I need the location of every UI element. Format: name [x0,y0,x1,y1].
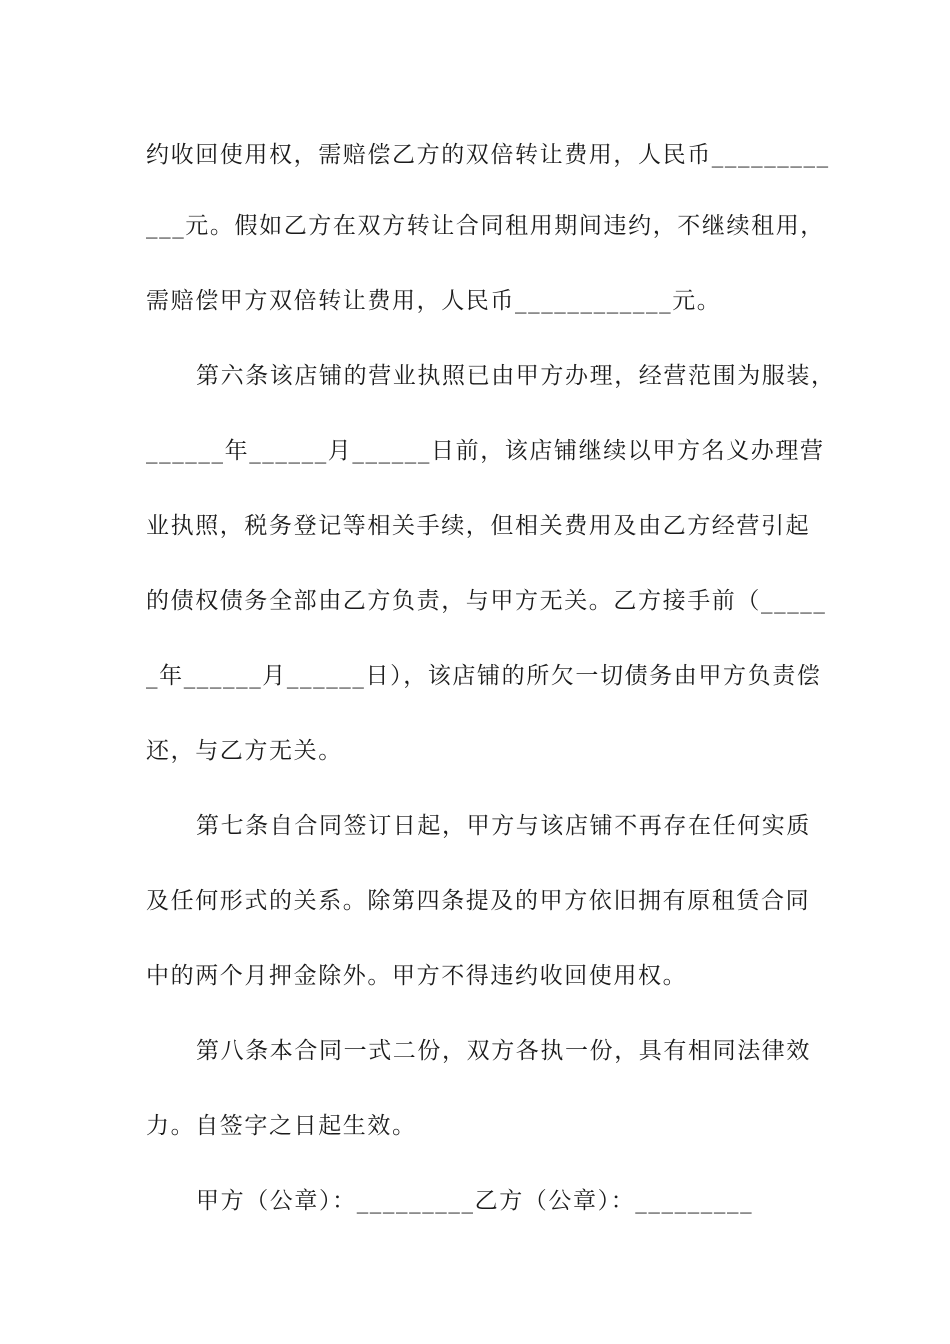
text-line-7: 的债权债务全部由乙方负责，与甲方无关。乙方接手前（_____ [146,588,827,614]
signature-line: 甲方（公章）：_________乙方（公章）：_________ [196,1188,754,1214]
text-line-6: 业执照，税务登记等相关手续，但相关费用及由乙方经营引起 [146,513,811,539]
article-8-start: 第八条本合同一式二份，双方各执一份，具有相同法律效 [196,1038,811,1064]
text-line-14: 力。自签字之日起生效。 [146,1113,417,1139]
article-7-start: 第七条自合同签订日起，甲方与该店铺不再存在任何实质 [196,813,811,839]
text-line-5: ______年______月______日前，该店铺继续以甲方名义办理营 [146,438,825,464]
text-line-3: 需赔偿甲方双倍转让费用，人民币____________元。 [146,288,722,314]
text-line-9: 还，与乙方无关。 [146,738,343,764]
text-line-1: 约收回使用权，需赔偿乙方的双倍转让费用，人民币_________ [146,142,830,168]
text-line-12: 中的两个月押金除外。甲方不得违约收回使用权。 [146,963,688,989]
text-line-11: 及任何形式的关系。除第四条提及的甲方依旧拥有原租赁合同 [146,888,811,914]
article-6-start: 第六条该店铺的营业执照已由甲方办理，经营范围为服装， [196,363,836,389]
text-line-2: ___元。假如乙方在双方转让合同租用期间违约，不继续租用， [146,213,825,239]
text-line-8: _年______月______日），该店铺的所欠一切债务由甲方负责偿 [146,663,822,689]
